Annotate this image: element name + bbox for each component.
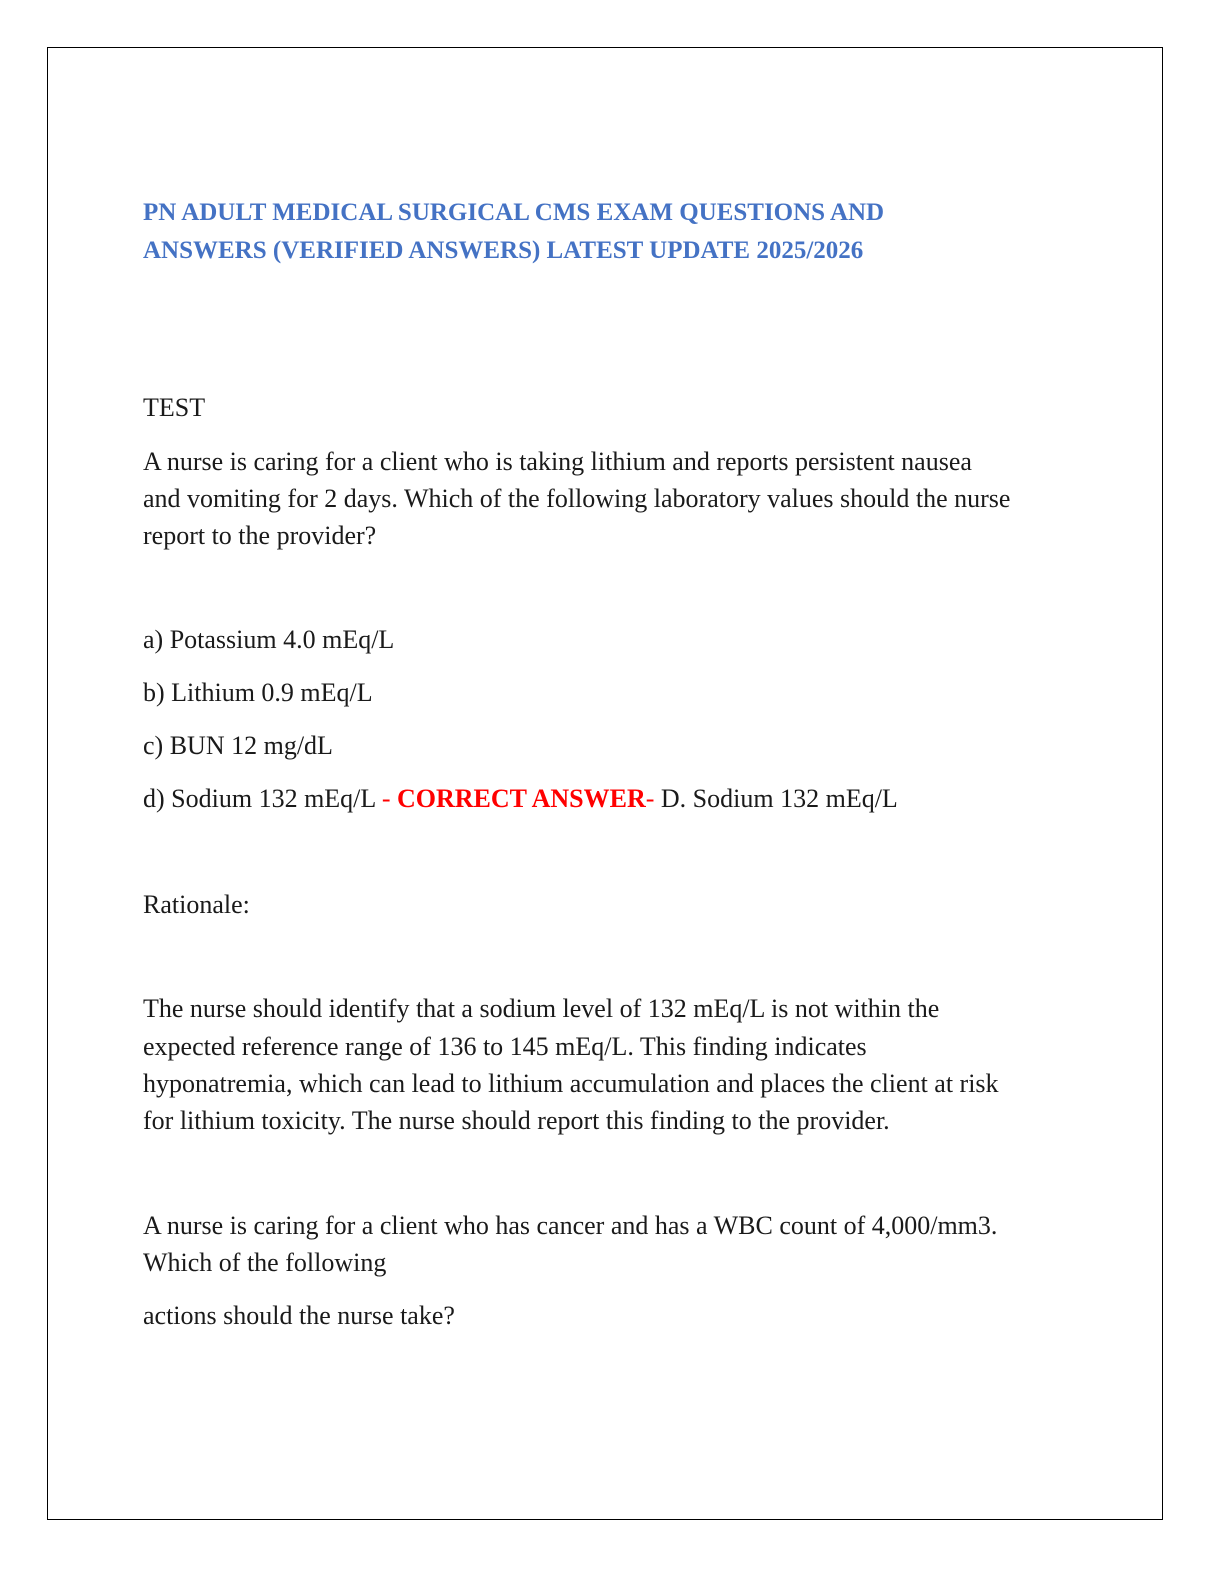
question-2-line-2: Which of the following	[143, 1248, 387, 1277]
question-2-line-1: A nurse is caring for a client who has cancer and has a WBC count of 4,000/mm3.	[143, 1211, 998, 1240]
option-b: b) Lithium 0.9 mEq/L	[143, 678, 373, 707]
rationale-line-3: hyponatremia, which can lead to lithium accumulation and places the client at risk	[143, 1069, 999, 1098]
title-line-1: PN ADULT MEDICAL SURGICAL CMS EXAM QUESTIONS AND	[143, 199, 885, 226]
question-1-line-3: report to the provider?	[143, 521, 377, 550]
rationale-line-4: for lithium toxicity. The nurse should report this finding to the provider.	[143, 1106, 890, 1135]
option-d: d) Sodium 132 mEq/L	[143, 784, 376, 813]
answer-dash: -	[645, 784, 655, 813]
question-1-line-2: and vomiting for 2 days. Which of the following laboratory values should the nurse	[143, 484, 1011, 513]
option-c: c) BUN 12 mg/dL	[143, 731, 333, 760]
rationale-label: Rationale:	[143, 890, 250, 919]
section-label: TEST	[143, 393, 206, 422]
answer-separator: -	[375, 784, 397, 813]
question-2-continuation: actions should the nurse take?	[143, 1301, 455, 1330]
rationale-line-1: The nurse should identify that a sodium level of 132 mEq/L is not within the	[143, 994, 940, 1023]
option-d-with-answer	[143, 780, 898, 817]
correct-answer-value: D. Sodium 132 mEq/L	[654, 784, 898, 813]
question-1-line-1: A nurse is caring for a client who is taking lithium and reports persistent nausea	[143, 447, 972, 476]
title-line-2: ANSWERS (VERIFIED ANSWERS) LATEST UPDATE 2025/2026	[143, 237, 864, 264]
option-a: a) Potassium 4.0 mEq/L	[143, 625, 395, 654]
correct-answer-label: CORRECT ANSWER	[396, 784, 646, 813]
document-title	[143, 194, 1043, 270]
rationale-line-2: expected reference range of 136 to 145 mEq/L. This finding indicates	[143, 1032, 867, 1061]
